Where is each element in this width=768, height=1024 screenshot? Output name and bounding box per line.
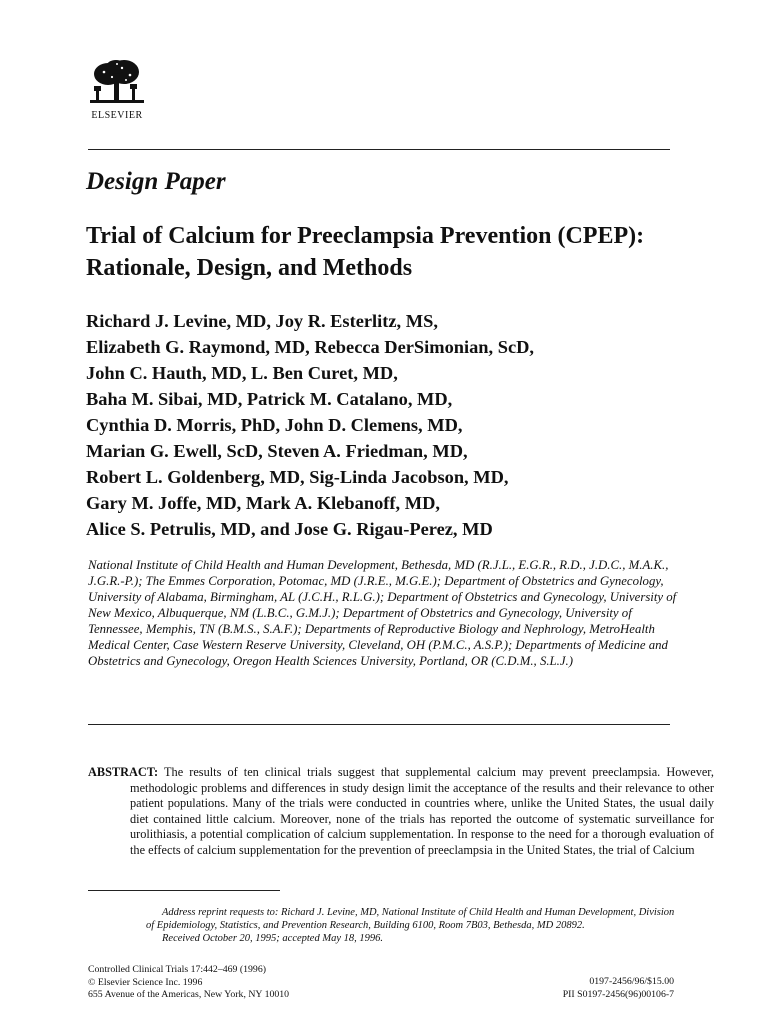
section-divider: [88, 724, 670, 725]
author-line: Cynthia D. Morris, PhD, John D. Clemens, MD,: [86, 415, 463, 435]
author-line: Baha M. Sibai, MD, Patrick M. Catalano, MD,: [86, 389, 453, 409]
article-identifiers: [563, 976, 674, 1001]
affiliations: National Institute of Child Health and Human Development, Bethesda, MD (R.J.L., E.G.R., R.D., J.D.C., M.A.K., J.G.R.-P.); The Emmes Corporation, Potomac, MD (J.R.E., M.G.E.); Department of Obstetrics and Gynecology, University of Alabama, Birmingham, AL (J.C.H., R.L.G.); Department of Obstetrics and Gynecology, University of New Mexico, Albuquerque, NM (L.B.C., G.M.J.); Department of Obstetrics and Gynecology, University of Tennessee, Memphis, TN (B.M.S., S.A.F.); Departments of Reproductive Biology and Nephrology, MetroHealth Medical Center, Case Western Reserve University, Cleveland, OH (P.M.C., A.S.P.); Departments of Medicine and Obstetrics and Gynecology, Oregon Health Sciences University, Portland, OR (C.D.M., S.L.J.): [88, 558, 677, 668]
author-line: Richard J. Levine, MD, Joy R. Esterlitz, MS,: [86, 311, 438, 331]
abstract-text: The results of ten clinical trials suggest that supplemental calcium may prevent preeclampsia. However, methodologic problems and differences in study design limit the acceptance of the results and their relevance to other patient populations. Many of the trials were conducted in countries where, unlike the United States, the usual daily diet contained little calcium. Moreover, none of the trials has reported the outcome of systematic surveillance for urolithiasis, a potential complication of calcium supplementation. In response to the need for a thorough evaluation of the effects of calcium supplementation for the prevention of preeclampsia in the United States, the trial of Calcium: [130, 765, 714, 857]
issn-price: 0197-2456/96/$15.00: [589, 976, 674, 987]
tree-icon: [86, 58, 148, 108]
abstract-label: ABSTRACT:: [88, 765, 159, 779]
article-title: Trial of Calcium for Preeclampsia Prevention (CPEP): Rationale, Design, and Methods: [86, 223, 645, 281]
article-category: Design Paper: [86, 168, 226, 195]
author-line: Elizabeth G. Raymond, MD, Rebecca DerSimonian, ScD,: [86, 337, 534, 357]
reprint-address: Address reprint requests to: Richard J. Levine, MD, National Institute of Child Health and Human Development, Division of Epidemiology, Statistics, and Prevention Research, Building 6100, Room 7B03, Bethesda, MD 20892.: [146, 907, 675, 932]
author-line: Gary M. Joffe, MD, Mark A. Klebanoff, MD,: [86, 493, 440, 513]
author-line: Robert L. Goldenberg, MD, Sig-Linda Jacobson, MD,: [86, 467, 509, 487]
top-divider: [88, 149, 670, 150]
journal-info: [88, 964, 289, 1002]
pii: PII S0197-2456(96)00106-7: [562, 988, 674, 1000]
copyright: © Elsevier Science Inc. 1996: [88, 976, 203, 988]
footnote-divider: [88, 890, 280, 891]
author-line: Alice S. Petrulis, MD, and Jose G. Rigau-Perez, MD: [86, 519, 493, 539]
author-line: John C. Hauth, MD, L. Ben Curet, MD,: [86, 363, 398, 383]
journal-citation: Controlled Clinical Trials 17:442–469 (1996): [88, 964, 266, 975]
footnote: [146, 906, 676, 946]
publisher-address: 655 Avenue of the Americas, New York, NY 10010: [88, 989, 290, 1000]
abstract: [88, 765, 714, 858]
logo-text: ELSEVIER: [91, 110, 143, 121]
author-list: [86, 308, 706, 542]
author-line: Marian G. Ewell, ScD, Steven A. Friedman, MD,: [86, 441, 468, 461]
received-dates: Received October 20, 1995; accepted May 18, 1996.: [162, 933, 384, 945]
elsevier-logo: [86, 58, 148, 121]
